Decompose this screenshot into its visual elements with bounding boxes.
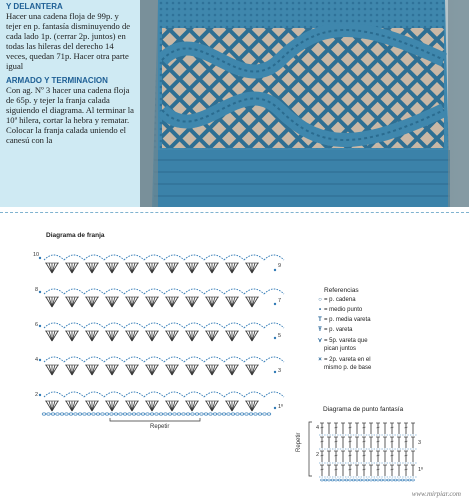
chain-arch	[244, 392, 264, 397]
fantasia-diagram-title: Diagrama de punto fantasía	[323, 406, 404, 413]
franja-row	[44, 357, 284, 362]
fan-cluster	[125, 263, 139, 273]
legend-item-2p-vareta-cont: mismo p. de base	[324, 365, 372, 371]
chain-arch	[124, 392, 144, 397]
chain-arch	[264, 323, 284, 328]
fan-cluster	[45, 263, 59, 273]
fan-cluster	[105, 401, 119, 411]
chain-arch	[44, 255, 64, 260]
chain-arch	[204, 357, 224, 362]
fan-cluster	[225, 263, 239, 273]
chain-arch	[64, 289, 84, 294]
fan-cluster	[165, 365, 179, 375]
legend-item-vareta: Ŧ = p. vareta	[316, 327, 353, 334]
chain-arch	[264, 357, 284, 362]
chain-arch	[224, 392, 244, 397]
heading-espalda-delantera: Y DELANTERA	[6, 2, 63, 11]
fan-cluster	[185, 401, 199, 411]
chain-arch	[44, 392, 64, 397]
chain-arch	[204, 392, 224, 397]
chain-arch	[104, 357, 124, 362]
fan-cluster	[105, 365, 119, 375]
fan-cluster	[105, 297, 119, 307]
chain-arch	[204, 323, 224, 328]
fan-cluster	[45, 401, 59, 411]
fan-cluster	[165, 263, 179, 273]
chain-arch	[184, 289, 204, 294]
fantasia-row-label-4: 4	[316, 425, 320, 431]
fan-cluster	[205, 263, 219, 273]
legend-item-cadena: ○ = p. cadena	[316, 297, 356, 304]
chain-arch	[264, 289, 284, 294]
fan-cluster	[185, 365, 199, 375]
franja-row-label-1: 1º	[278, 404, 284, 410]
chain-arch	[184, 392, 204, 397]
chain-arch	[144, 323, 164, 328]
fan-cluster	[145, 263, 159, 273]
fan-cluster	[165, 331, 179, 341]
chain-arch	[244, 255, 264, 260]
heading-armado: ARMADO Y TERMINACION	[6, 76, 108, 85]
chain-arch	[264, 255, 284, 260]
fan-cluster	[145, 401, 159, 411]
fan-cluster	[205, 331, 219, 341]
chain-arch	[44, 323, 64, 328]
fan-cluster	[45, 365, 59, 375]
fan-cluster	[185, 331, 199, 341]
legend-item-medio-punto: • = medio punto	[316, 307, 362, 314]
chain-arch	[84, 392, 104, 397]
chain-arch	[224, 357, 244, 362]
chain-arch	[104, 255, 124, 260]
chain-arch	[84, 289, 104, 294]
franja-row-label-9: 9	[278, 263, 282, 269]
fan-cluster	[65, 263, 79, 273]
fan-cluster	[205, 297, 219, 307]
chain-arch	[224, 323, 244, 328]
fan-cluster	[45, 297, 59, 307]
fan-cluster	[65, 331, 79, 341]
chain-arch	[164, 392, 184, 397]
chain-arch	[184, 357, 204, 362]
chain-arch	[164, 289, 184, 294]
fan-cluster	[105, 331, 119, 341]
chain-arch	[244, 323, 264, 328]
franja-repeat-label: Repetir	[150, 424, 170, 430]
fan-cluster	[225, 365, 239, 375]
fan-cluster	[125, 331, 139, 341]
chain-arch	[264, 392, 284, 397]
chain-arch	[244, 357, 264, 362]
franja-row-label-8: 8	[35, 287, 39, 293]
chain-arch	[84, 323, 104, 328]
franja-row-label-4: 4	[35, 357, 39, 363]
fan-cluster	[245, 365, 259, 375]
fantasia-chart-grid	[309, 422, 417, 481]
fan-cluster	[125, 365, 139, 375]
chain-arch	[44, 289, 64, 294]
legend-item-5p-vareta-cont: pican juntos	[324, 346, 357, 352]
chain-arch	[164, 323, 184, 328]
fan-cluster	[245, 263, 259, 273]
fan-cluster	[85, 331, 99, 341]
single-crochet-icon: •	[318, 307, 322, 313]
cluster-stitch-icon: ⋎	[317, 338, 323, 344]
fan-cluster	[125, 401, 139, 411]
chain-arch	[144, 357, 164, 362]
chain-arch	[224, 255, 244, 260]
chain-arch	[44, 357, 64, 362]
fan-cluster	[145, 365, 159, 375]
watermark: www.mirpiar.com	[411, 490, 461, 498]
chain-arch	[124, 289, 144, 294]
chain-arch	[84, 255, 104, 260]
chain-arch	[64, 392, 84, 397]
chain-arch	[164, 357, 184, 362]
franja-row	[44, 323, 284, 328]
chain-arch	[124, 323, 144, 328]
fan-cluster	[245, 297, 259, 307]
legend-item-5p-vareta: ⋎ = 5p. vareta que	[317, 338, 368, 344]
chain-arch	[64, 255, 84, 260]
legend-title: Referencias	[324, 287, 359, 294]
franja-row	[45, 331, 259, 341]
franja-row-label-3: 3	[278, 368, 282, 374]
instructions-paragraph-1: Hacer una cadena floja de 99p. y tejer en p. fantasía disminuyendo de cada lado 1p. (cerrar 2p. juntos) en todas las hileras del derecho 14 veces, quedan 71p. Hacer otra parte igual	[6, 11, 131, 71]
instructions-paragraph-3: Colocar la franja calada uniendo el canesú con la	[6, 125, 127, 145]
franja-row	[44, 289, 284, 294]
fan-cluster	[125, 297, 139, 307]
franja-row	[44, 392, 284, 397]
chain-arch	[104, 323, 124, 328]
franja-diagram-title: Diagrama de franja	[46, 232, 105, 239]
chain-arch	[144, 255, 164, 260]
instructions-paragraph-2: Con ag. Nº 3 hacer una cadena floja de 65p. y tejer la franja calada siguiendo el diagrama. Al terminar la 10ª hilera, cortar la hebra y rematar.	[6, 85, 134, 125]
franja-repeat-bracket	[110, 418, 200, 421]
double-crochet-icon: Ŧ	[318, 327, 322, 333]
fan-cluster	[245, 401, 259, 411]
fan-cluster	[145, 297, 159, 307]
chain-arch	[184, 255, 204, 260]
fan-cluster	[185, 297, 199, 307]
chain-arch	[124, 357, 144, 362]
fan-cluster	[85, 401, 99, 411]
franja-row-label-5: 5	[278, 333, 282, 339]
chain-arch	[104, 289, 124, 294]
fan-cluster	[145, 331, 159, 341]
chain-arch	[64, 323, 84, 328]
fan-cluster	[85, 263, 99, 273]
fan-cluster	[65, 401, 79, 411]
fan-cluster	[45, 331, 59, 341]
chain-arch	[64, 357, 84, 362]
chain-arch	[144, 392, 164, 397]
chain-arch	[204, 255, 224, 260]
chain-arch	[244, 289, 264, 294]
chain-arch	[184, 323, 204, 328]
fan-cluster	[65, 365, 79, 375]
franja-row-label-10: 10	[33, 252, 40, 258]
fantasia-row-label-3: 3	[418, 440, 422, 446]
fan-cluster	[225, 401, 239, 411]
franja-row	[45, 401, 259, 411]
chain-arch	[164, 255, 184, 260]
fantasia-row-label-1: 1º	[418, 467, 424, 473]
fan-cluster	[85, 365, 99, 375]
franja-row-label-7: 7	[278, 298, 282, 304]
fan-cluster	[165, 297, 179, 307]
fan-cluster	[245, 331, 259, 341]
chain-arch	[124, 255, 144, 260]
legend-item-media-vareta: T = p. media vareta	[316, 317, 371, 324]
chain-arch	[204, 289, 224, 294]
franja-row	[45, 365, 259, 375]
franja-row	[45, 297, 259, 307]
franja-foundation-chain	[42, 413, 271, 415]
fan-cluster	[225, 331, 239, 341]
chain-arch	[104, 392, 124, 397]
half-double-icon: T	[318, 317, 322, 323]
fan-cluster	[165, 401, 179, 411]
chain-arch	[84, 357, 104, 362]
v-stitch-icon: ×	[318, 357, 322, 363]
fan-cluster	[205, 401, 219, 411]
fan-cluster	[65, 297, 79, 307]
fan-cluster	[105, 263, 119, 273]
fan-cluster	[225, 297, 239, 307]
legend-item-2p-vareta: × = 2p. vareta en el	[316, 357, 371, 364]
fan-cluster	[205, 365, 219, 375]
fan-cluster	[85, 297, 99, 307]
franja-row-label-6: 6	[35, 322, 39, 328]
chain-stitch-icon: ○	[318, 297, 322, 303]
fantasia-repeat-label: Repetir	[296, 432, 302, 452]
franja-row-label-2: 2	[35, 392, 39, 398]
fantasia-row-label-2: 2	[316, 452, 320, 458]
chain-arch	[224, 289, 244, 294]
chain-arch	[144, 289, 164, 294]
fan-cluster	[185, 263, 199, 273]
franja-row	[45, 263, 259, 273]
franja-row	[44, 255, 284, 260]
